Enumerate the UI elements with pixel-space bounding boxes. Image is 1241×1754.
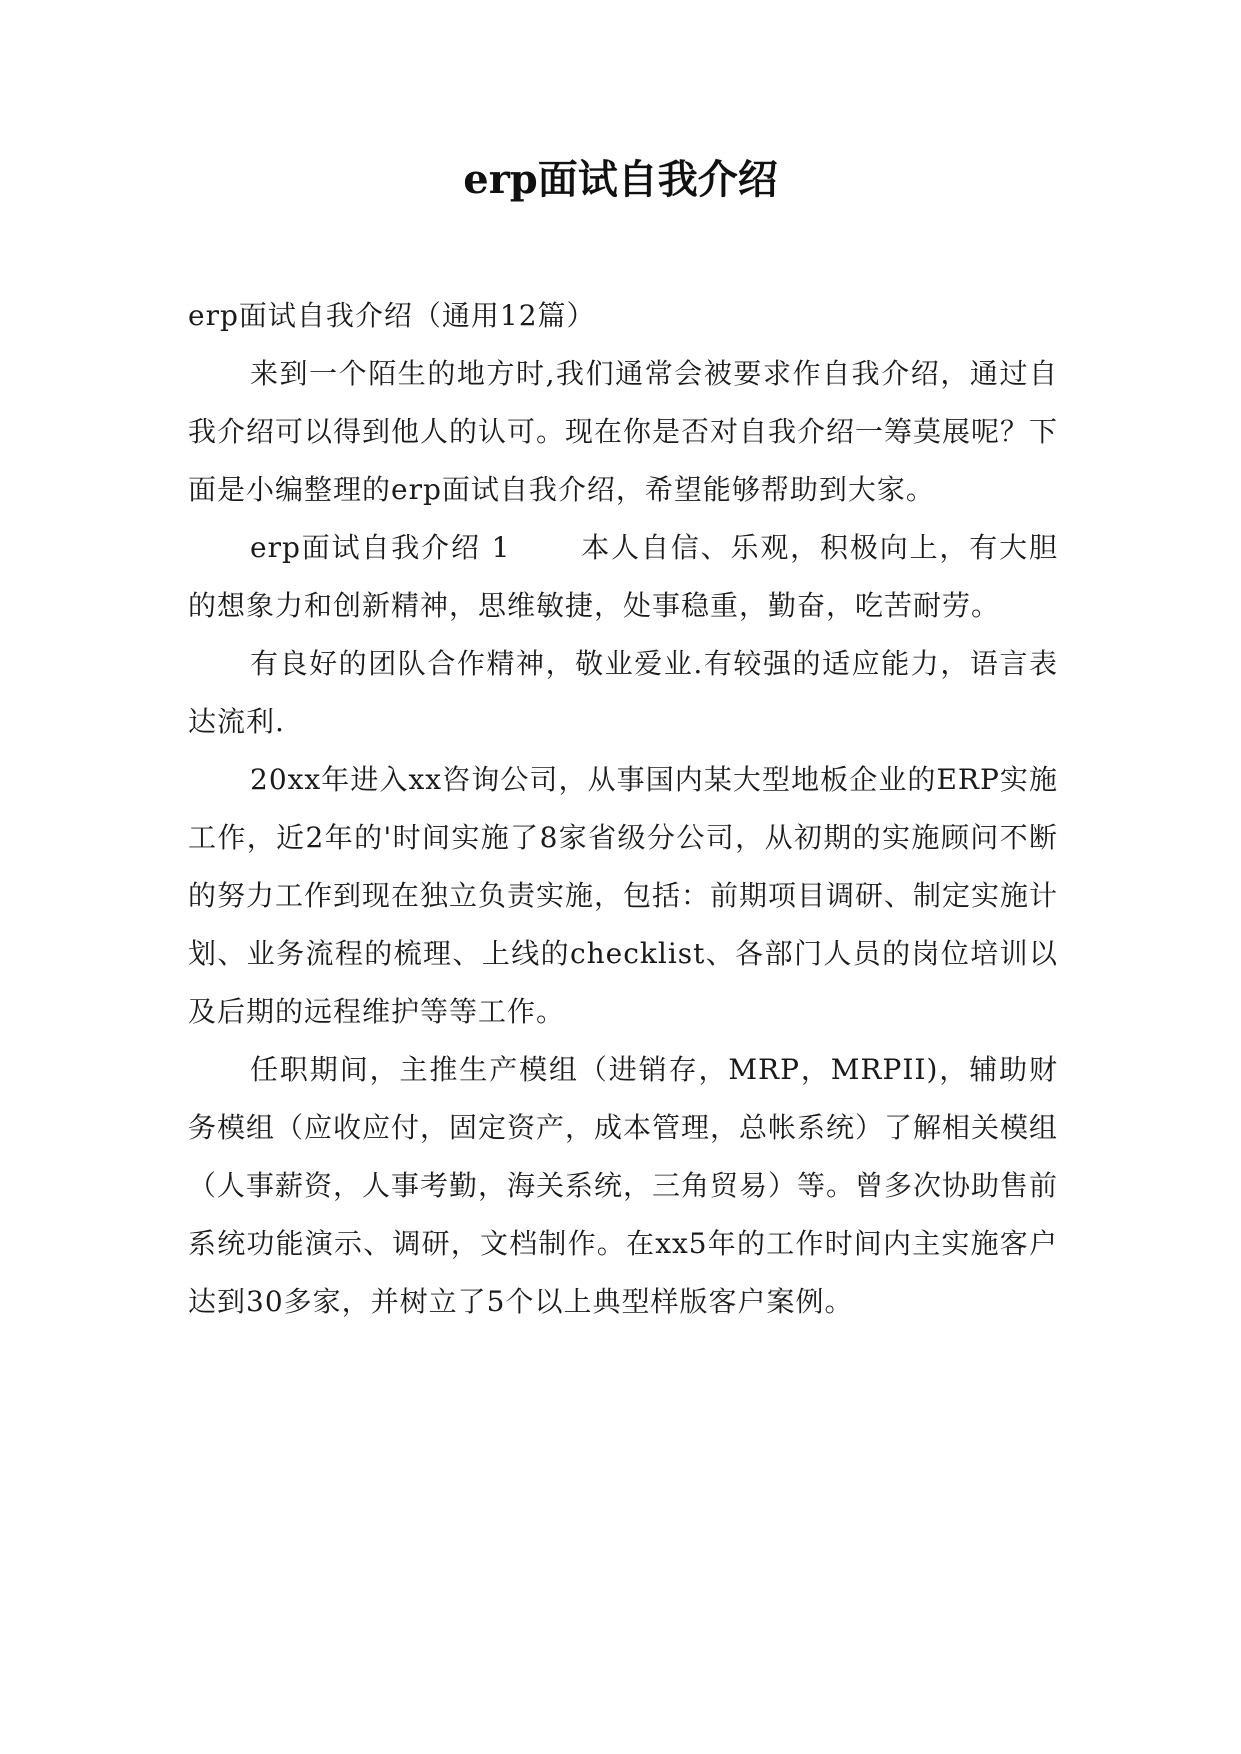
section-1-heading: erp面试自我介绍 1 xyxy=(250,531,511,564)
teamwork-paragraph: 有良好的团队合作精神，敬业爱业.有较强的适应能力，语言表达流利. xyxy=(188,647,1058,738)
section-1-text: 本人自信、乐观，积极向上，有大胆的想象力和创新精神，思维敏捷，处事稳重，勤奋，吃苦耐劳。 xyxy=(188,531,1058,622)
document-body xyxy=(188,287,1058,1331)
section-1-paragraph xyxy=(188,519,1058,635)
modules-paragraph: 任职期间，主推生产模组（进销存，MRP，MRPII)，辅助财务模组（应收应付，固定资产，成本管理，总帐系统）了解相关模组（人事薪资，人事考勤，海关系统，三角贸易）等。曾多次协助售前系统功能演示、调研，文档制作。在xx5年的工作时间内主实施客户达到30多家，并树立了5个以上典型样版客户案例。 xyxy=(188,1053,1059,1318)
intro-paragraph: 来到一个陌生的地方时,我们通常会被要求作自我介绍，通过自我介绍可以得到他人的认可。现在你是否对自我介绍一筹莫展呢？下面是小编整理的erp面试自我介绍，希望能够帮助到大家。 xyxy=(188,357,1059,506)
document-subtitle: erp面试自我介绍（通用12篇） xyxy=(188,299,596,332)
document-title: erp面试自我介绍 xyxy=(463,156,778,203)
experience-paragraph: 20xx年进入xx咨询公司，从事国内某大型地板企业的ERP实施工作，近2年的'时间实施了8家省级分公司，从初期的实施顾问不断的努力工作到现在独立负责实施，包括：前期项目调研、制定实施计划、业务流程的梳理、上线的checklist、各部门人员的岗位培训以及后期的远程维护等等工作。 xyxy=(188,763,1059,1028)
